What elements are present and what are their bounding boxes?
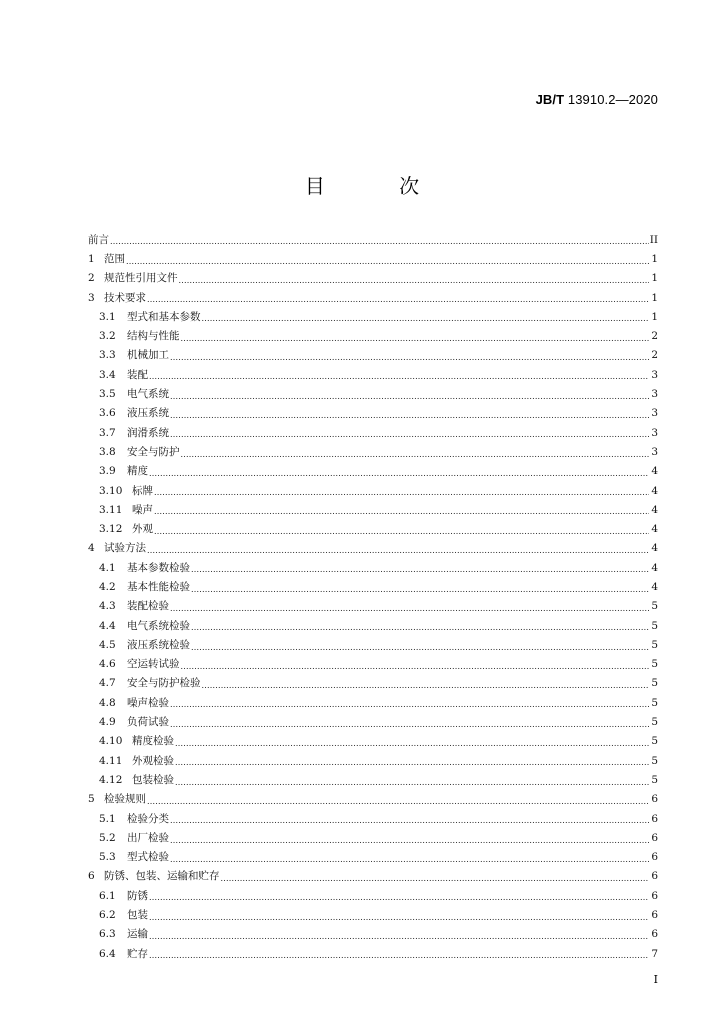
- toc-entry-label: 防锈、包装、运输和贮存: [104, 870, 220, 883]
- toc-entry-label: 前言: [88, 233, 109, 246]
- toc-entry-page: 5: [651, 638, 658, 651]
- toc-entry-page: 4: [651, 503, 658, 516]
- toc-entry[interactable]: [88, 790, 658, 809]
- toc-entry-label: 液压系统: [127, 407, 169, 420]
- toc-entry-label: 标牌: [132, 484, 153, 497]
- toc-entry[interactable]: [88, 404, 658, 423]
- toc-entry-page: 4: [651, 523, 658, 536]
- toc-entry-page: 6: [651, 793, 658, 806]
- toc-leader-dots: [191, 564, 649, 577]
- toc-entry-page: 3: [651, 368, 658, 381]
- toc-entry[interactable]: [88, 481, 658, 500]
- toc-entry-label: 安全与防护: [127, 445, 180, 458]
- toc-entry-number: 3: [88, 291, 95, 304]
- toc-entry-label: 安全与防护检验: [127, 677, 201, 690]
- toc-leader-dots: [110, 236, 649, 249]
- toc-entry-page: 4: [651, 580, 658, 593]
- toc-entry-label: 外观: [132, 523, 153, 536]
- toc-entry[interactable]: [88, 944, 658, 963]
- toc-entry-number: 3.11: [99, 503, 123, 516]
- toc-leader-dots: [149, 950, 649, 963]
- toc-leader-dots: [202, 313, 650, 326]
- toc-entry-page: 6: [651, 928, 658, 941]
- toc-entry[interactable]: [88, 365, 658, 384]
- toc-leader-dots: [170, 352, 649, 365]
- toc-leader-dots: [221, 873, 650, 886]
- toc-entry-page: II: [649, 233, 658, 246]
- toc-entry-number: 5.1: [99, 812, 116, 825]
- toc-entry[interactable]: [88, 848, 658, 867]
- toc-entry-label: 型式检验: [127, 851, 169, 864]
- toc-entry-label: 试验方法: [104, 542, 146, 555]
- toc-entry-label: 运输: [127, 928, 148, 941]
- toc-entry-page: 4: [651, 484, 658, 497]
- toc-entry-page: 6: [651, 851, 658, 864]
- toc-entry-number: 6.2: [99, 909, 116, 922]
- toc-entry[interactable]: [88, 326, 658, 345]
- toc-leader-dots: [170, 429, 649, 442]
- toc-entry-page: 3: [651, 426, 658, 439]
- toc-entry-label: 检验分类: [127, 812, 169, 825]
- toc-entry-page: 1: [651, 310, 658, 323]
- toc-entry-page: 7: [651, 947, 658, 960]
- toc-entry-page: 5: [651, 773, 658, 786]
- toc-entry-label: 空运转试验: [127, 658, 180, 671]
- toc-entry-label: 液压系统检验: [127, 638, 190, 651]
- toc-entry-page: 5: [651, 600, 658, 613]
- toc-entry-label: 负荷试验: [127, 716, 169, 729]
- toc-leader-dots: [170, 410, 649, 423]
- toc-entry-number: 5.3: [99, 851, 116, 864]
- toc-entry-page: 5: [651, 696, 658, 709]
- toc-entry-page: 6: [651, 870, 658, 883]
- toc-entry-label: 基本性能检验: [127, 580, 190, 593]
- toc-leader-dots: [179, 275, 650, 288]
- toc-leader-dots: [170, 854, 649, 867]
- toc-leader-dots: [154, 526, 649, 539]
- toc-entry[interactable]: [88, 249, 658, 268]
- toc-entry-label: 结构与性能: [127, 330, 180, 343]
- page-title: 目 次: [304, 174, 454, 198]
- toc-leader-dots: [147, 796, 649, 809]
- toc-leader-dots: [181, 661, 650, 674]
- toc-entry[interactable]: [88, 288, 658, 307]
- toc-leader-dots: [147, 545, 649, 558]
- toc-entry-number: 4.4: [99, 619, 116, 632]
- toc-entry-number: 4.8: [99, 696, 116, 709]
- toc-entry-page: 4: [651, 542, 658, 555]
- toc-entry[interactable]: [88, 307, 658, 326]
- toc-entry[interactable]: [88, 346, 658, 365]
- standard-code-number: 13910.2—2020: [564, 92, 658, 107]
- toc-leader-dots: [170, 719, 649, 732]
- toc-entry-label: 检验规则: [104, 793, 146, 806]
- table-of-contents: [88, 230, 658, 963]
- toc-entry-label: 贮存: [127, 947, 148, 960]
- toc-entry[interactable]: [88, 867, 658, 886]
- toc-entry[interactable]: [88, 905, 658, 924]
- toc-leader-dots: [149, 931, 649, 944]
- toc-entry[interactable]: [88, 442, 658, 461]
- toc-entry-number: 4.2: [99, 580, 116, 593]
- toc-entry-label: 外观检验: [132, 754, 174, 767]
- toc-entry-label: 装配: [127, 368, 148, 381]
- toc-entry[interactable]: [88, 230, 658, 249]
- toc-entry[interactable]: [88, 732, 658, 751]
- toc-entry-number: 5.2: [99, 831, 116, 844]
- toc-leader-dots: [170, 603, 649, 616]
- toc-entry-page: 2: [651, 349, 658, 362]
- toc-leader-dots: [191, 642, 649, 655]
- toc-entry-number: 2: [88, 272, 95, 285]
- toc-entry[interactable]: [88, 828, 658, 847]
- toc-entry-label: 精度: [127, 465, 148, 478]
- toc-entry-number: 4.9: [99, 716, 116, 729]
- toc-leader-dots: [149, 371, 649, 384]
- toc-entry-number: 3.10: [99, 484, 123, 497]
- toc-entry-page: 3: [651, 407, 658, 420]
- toc-entry[interactable]: [88, 809, 658, 828]
- toc-leader-dots: [170, 815, 649, 828]
- toc-entry-number: 4.7: [99, 677, 116, 690]
- toc-leader-dots: [170, 391, 649, 404]
- toc-entry[interactable]: [88, 519, 658, 538]
- toc-entry-page: 5: [651, 619, 658, 632]
- toc-entry[interactable]: [88, 655, 658, 674]
- toc-entry-label: 电气系统检验: [127, 619, 190, 632]
- toc-entry-page: 1: [651, 291, 658, 304]
- toc-entry-number: 4.1: [99, 561, 116, 574]
- toc-leader-dots: [126, 256, 649, 269]
- toc-leader-dots: [149, 892, 649, 905]
- toc-entry-number: 3.7: [99, 426, 116, 439]
- toc-entry-number: 4.10: [99, 735, 123, 748]
- toc-leader-dots: [191, 622, 649, 635]
- toc-leader-dots: [147, 294, 649, 307]
- toc-entry-label: 型式和基本参数: [127, 310, 201, 323]
- toc-entry[interactable]: [88, 635, 658, 654]
- toc-entry-number: 4.5: [99, 638, 116, 651]
- toc-entry-number: 6.3: [99, 928, 116, 941]
- toc-entry-page: 5: [651, 658, 658, 671]
- toc-entry[interactable]: [88, 269, 658, 288]
- toc-leader-dots: [175, 757, 649, 770]
- toc-entry-number: 3.8: [99, 445, 116, 458]
- toc-entry-label: 出厂检验: [127, 831, 169, 844]
- toc-entry-label: 机械加工: [127, 349, 169, 362]
- toc-entry-number: 4.3: [99, 600, 116, 613]
- toc-entry-label: 防锈: [127, 889, 148, 902]
- toc-leader-dots: [154, 487, 649, 500]
- toc-entry-number: 3.4: [99, 368, 116, 381]
- toc-entry-number: 3.9: [99, 465, 116, 478]
- toc-entry-number: 1: [88, 252, 95, 265]
- toc-entry-page: 6: [651, 889, 658, 902]
- toc-entry-page: 5: [651, 735, 658, 748]
- toc-entry-page: 4: [651, 561, 658, 574]
- toc-leader-dots: [154, 506, 649, 519]
- toc-leader-dots: [202, 680, 650, 693]
- toc-entry[interactable]: [88, 770, 658, 789]
- toc-entry[interactable]: [88, 693, 658, 712]
- toc-entry[interactable]: [88, 558, 658, 577]
- toc-entry-label: 技术要求: [104, 291, 146, 304]
- toc-entry[interactable]: [88, 462, 658, 481]
- toc-leader-dots: [149, 912, 649, 925]
- toc-entry[interactable]: [88, 674, 658, 693]
- toc-entry[interactable]: [88, 751, 658, 770]
- toc-entry[interactable]: [88, 925, 658, 944]
- toc-leader-dots: [175, 738, 649, 751]
- toc-entry[interactable]: [88, 597, 658, 616]
- toc-entry-label: 精度检验: [132, 735, 174, 748]
- toc-entry-label: 润滑系统: [127, 426, 169, 439]
- toc-entry-page: 2: [651, 330, 658, 343]
- toc-entry-number: 3.5: [99, 388, 116, 401]
- toc-entry-label: 基本参数检验: [127, 561, 190, 574]
- toc-leader-dots: [170, 835, 649, 848]
- toc-entry-number: 3.1: [99, 310, 116, 323]
- toc-leader-dots: [170, 699, 649, 712]
- toc-entry-number: 4: [88, 542, 95, 555]
- toc-entry-number: 3.12: [99, 523, 123, 536]
- toc-leader-dots: [191, 584, 649, 597]
- toc-entry-page: 1: [651, 252, 658, 265]
- toc-entry[interactable]: [88, 886, 658, 905]
- toc-entry-page: 1: [651, 272, 658, 285]
- toc-entry-label: 包装: [127, 909, 148, 922]
- toc-entry-page: 3: [651, 445, 658, 458]
- toc-entry[interactable]: [88, 539, 658, 558]
- toc-entry[interactable]: [88, 616, 658, 635]
- toc-leader-dots: [181, 333, 650, 346]
- toc-entry-page: 4: [651, 465, 658, 478]
- toc-entry[interactable]: [88, 423, 658, 442]
- toc-entry-page: 5: [651, 716, 658, 729]
- toc-entry-number: 4.6: [99, 658, 116, 671]
- toc-entry-number: 6.4: [99, 947, 116, 960]
- toc-entry-label: 规范性引用文件: [104, 272, 178, 285]
- toc-entry-number: 4.12: [99, 773, 123, 786]
- toc-entry-label: 装配检验: [127, 600, 169, 613]
- toc-entry[interactable]: [88, 500, 658, 519]
- toc-entry-label: 噪声: [132, 503, 153, 516]
- toc-leader-dots: [181, 449, 650, 462]
- toc-entry-page: 6: [651, 812, 658, 825]
- toc-entry-number: 3.6: [99, 407, 116, 420]
- toc-entry-page: 6: [651, 909, 658, 922]
- toc-entry-page: 6: [651, 831, 658, 844]
- page-number: I: [653, 973, 658, 986]
- toc-entry-label: 包装检验: [132, 773, 174, 786]
- standard-code-prefix: JB/T: [535, 92, 565, 107]
- toc-entry-number: 3.2: [99, 330, 116, 343]
- toc-leader-dots: [175, 777, 649, 790]
- toc-entry[interactable]: [88, 712, 658, 731]
- toc-entry-page: 5: [651, 677, 658, 690]
- toc-entry-number: 6: [88, 870, 95, 883]
- standard-code: [536, 92, 658, 107]
- toc-entry-label: 范围: [104, 252, 125, 265]
- toc-entry-label: 电气系统: [127, 388, 169, 401]
- toc-entry-label: 噪声检验: [127, 696, 169, 709]
- toc-entry-number: 6.1: [99, 889, 116, 902]
- toc-entry[interactable]: [88, 384, 658, 403]
- toc-entry-number: 5: [88, 793, 95, 806]
- toc-leader-dots: [149, 468, 649, 481]
- toc-entry-page: 5: [651, 754, 658, 767]
- toc-entry-number: 3.3: [99, 349, 116, 362]
- toc-entry-number: 4.11: [99, 754, 123, 767]
- toc-entry[interactable]: [88, 577, 658, 596]
- toc-entry-page: 3: [651, 388, 658, 401]
